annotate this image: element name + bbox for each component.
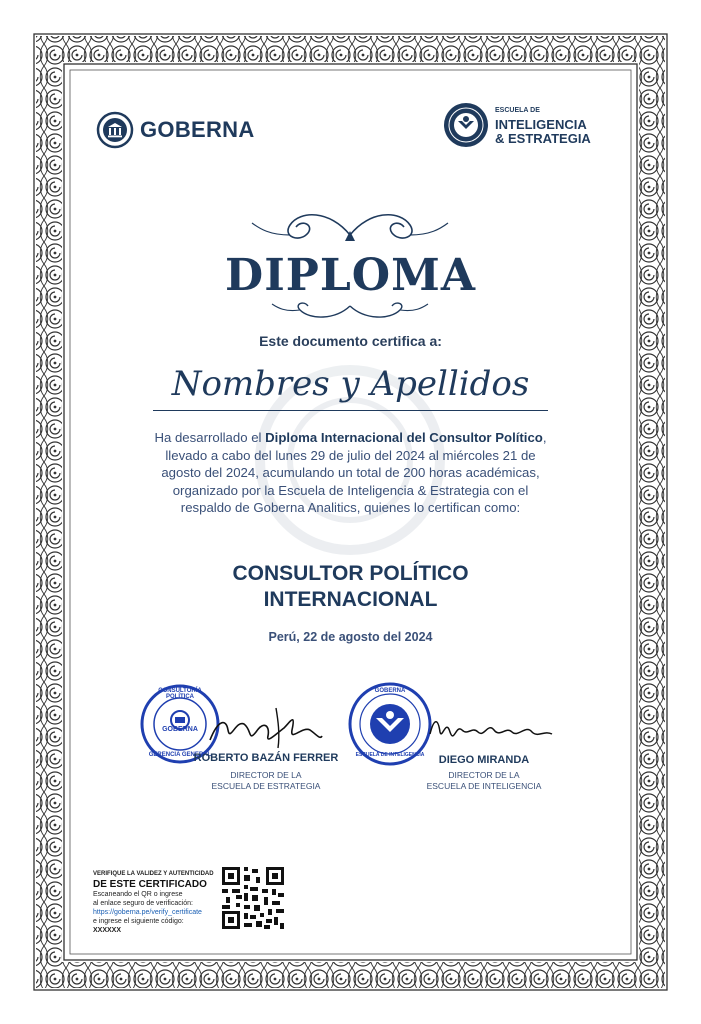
escuela-line2: INTELIGENCIA bbox=[495, 117, 587, 132]
award-title bbox=[0, 561, 701, 613]
escuela-logo bbox=[442, 101, 591, 149]
goberna-emblem-icon bbox=[96, 111, 134, 149]
signer1-role bbox=[166, 770, 366, 792]
seal2-bottom-text: ESCUELA DE INTELIGENCIA bbox=[355, 752, 425, 758]
body-text-2: , llevado a cabo del lunes 29 de julio del 2024 al miércoles 21 de agosto del 2024, acumulando un total de 200 horas académicas, organizado por la Escuela de Inteligencia & Estrategia con el respaldo de Goberna Analitics, quienes lo certifican como: bbox=[161, 430, 547, 516]
signer2-role-line2: ESCUELA DE INTELIGENCIA bbox=[426, 781, 542, 791]
qr-code-icon[interactable] bbox=[220, 865, 286, 931]
diploma-body bbox=[150, 429, 551, 517]
verification-block bbox=[93, 870, 215, 935]
verify-instruction-3: e ingrese el siguiente código: bbox=[93, 918, 184, 925]
place-date: Perú, 22 de agosto del 2024 bbox=[268, 630, 433, 644]
seal1-top-text: CONSULTORÍA POLÍTICA bbox=[158, 688, 202, 700]
top-flourish-icon bbox=[250, 205, 450, 249]
signer2-role bbox=[384, 770, 584, 792]
seal1-bottom-text: GERENCIA GENERAL bbox=[148, 752, 212, 758]
escuela-line1: ESCUELA DE bbox=[495, 107, 540, 114]
verify-heading-2: DE ESTE CERTIFICADO bbox=[93, 879, 207, 890]
signer1-role-line1: DIRECTOR DE LA bbox=[230, 770, 302, 780]
certifies-label: Este documento certifica a: bbox=[259, 333, 442, 349]
signer2-name: DIEGO MIRANDA bbox=[438, 754, 530, 766]
body-program-name: Diploma Internacional del Consultor Político bbox=[265, 430, 543, 445]
signature-bazan bbox=[206, 700, 326, 752]
award-line1: CONSULTOR POLÍTICO bbox=[232, 562, 469, 585]
body-text-1: Ha desarrollado el bbox=[154, 430, 266, 445]
verify-code: XXXXXX bbox=[93, 927, 122, 934]
bottom-flourish-icon bbox=[270, 298, 430, 324]
recipient-name: Nombres y Apellidos bbox=[171, 364, 530, 404]
diploma-title: DIPLOMA bbox=[225, 250, 476, 301]
name-underline bbox=[153, 410, 548, 411]
goberna-wordmark: GOBERNA bbox=[140, 117, 255, 142]
signer2-role-line1: DIRECTOR DE LA bbox=[448, 770, 520, 780]
verify-instruction-1: Escaneando el QR o ingrese bbox=[93, 891, 183, 898]
escuela-seal-icon bbox=[442, 101, 490, 149]
goberna-logo bbox=[96, 111, 255, 149]
signer1-role-line2: ESCUELA DE ESTRATEGIA bbox=[211, 781, 321, 791]
verify-url-link[interactable]: https://goberna.pe/verify_certificate bbox=[93, 909, 202, 916]
signature-miranda bbox=[426, 704, 556, 748]
signer1-name: ROBERTO BAZÁN FERRER bbox=[193, 752, 339, 764]
verify-instruction-2: al enlace seguro de verificación: bbox=[93, 900, 194, 907]
seal1-center-text: GOBERNA bbox=[162, 726, 198, 733]
award-line2: INTERNACIONAL bbox=[263, 588, 438, 611]
escuela-line3: & ESTRATEGIA bbox=[495, 131, 591, 146]
verify-heading-1: VERIFIQUE LA VALIDEZ Y AUTENTICIDAD bbox=[93, 871, 214, 877]
seal2-top-text: GOBERNA bbox=[374, 688, 406, 694]
